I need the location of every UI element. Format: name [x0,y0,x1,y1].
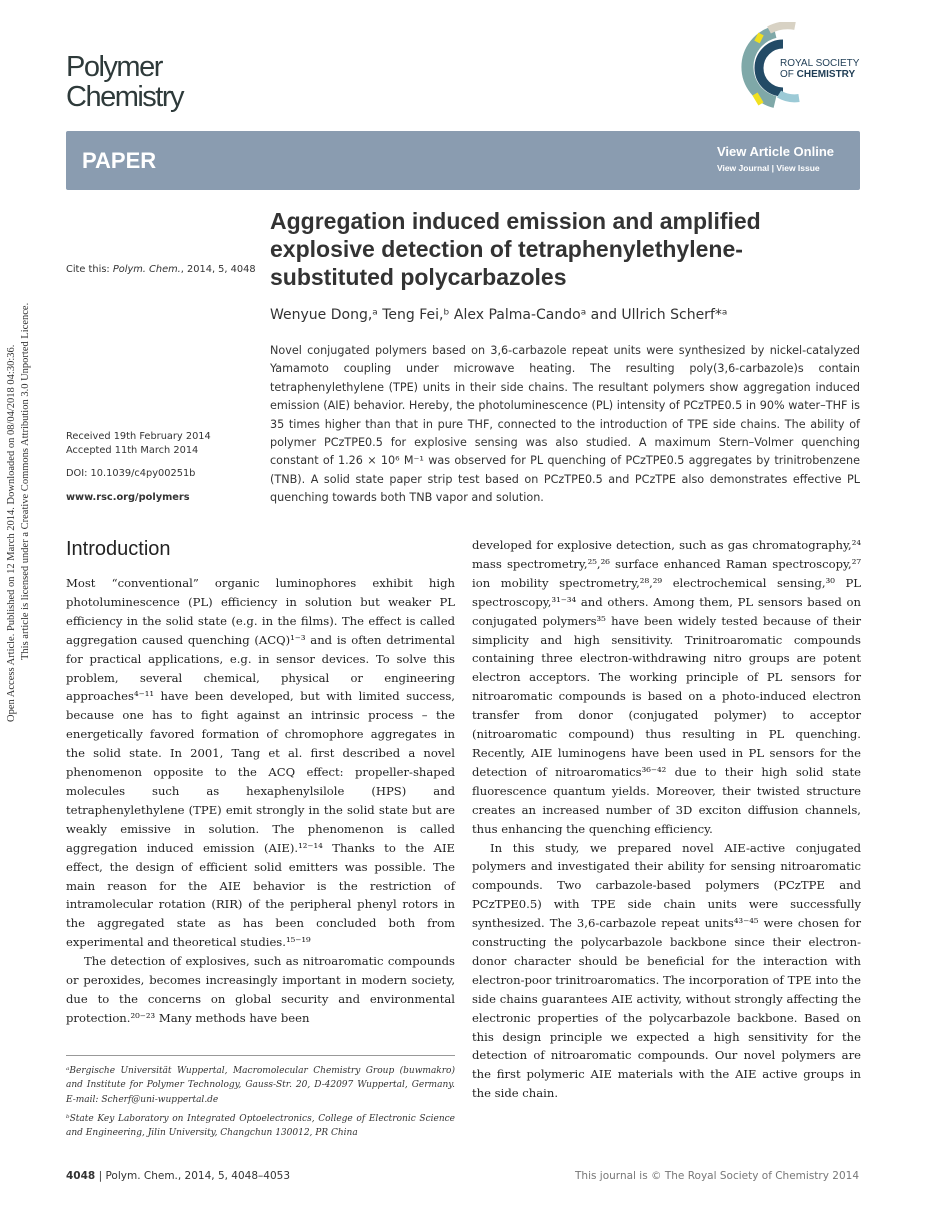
doi[interactable]: DOI: 10.1039/c4py00251b [66,468,196,479]
article-title: Aggregation induced emission and amplified explosive detection of tetraphenylethylene-substituted polycarbazoles [270,208,761,290]
page-number: 4048 [66,1170,96,1182]
view-links [717,144,834,173]
body-paragraph: Most “conventional” organic luminophores exhibit high photoluminescence (PL) efficiency in solution but weaker PL efficiency in the solid state (e.g. in the films). The effect is called aggregation caused quenching (ACQ)¹⁻³ and is often detrimental for practical applications, e.g. in sensor devices. To solve this problem, several chemical, physical or engineering approaches⁴⁻¹¹ have been developed, but with limited success, because one has to fight against an intrinsic process – the energetically favored formation of chromophore aggregates in the solid state. In 2001, Tang et al. first described a novel phenomenon opposite to the ACQ effect: propeller-shaped molecules such as hexaphenylsilole (HPS) and tetraphenylethylene (TPE) emit strongly in the solid state but are weakly emissive in solution. The phenomenon is called aggregation induced emission (AIE).¹²⁻¹⁴ Thanks to the AIE effect, the design of efficient solid emitters was possible. The main reason for the AIE behavior is the restriction of intramolecular rotation (RIR) of the peripheral phenyl rotors in the aggregated state as has been concluded both from experimental and theoretical studies.¹⁵⁻¹⁹ [66,576,455,950]
footer-citation: Polym. Chem., 2014, 5, 4048–4053 [105,1170,291,1182]
journal-name-line2: Chemistry [66,81,184,113]
open-access-notice [0,0,30,1212]
logo-line2-prefix: OF [780,69,797,80]
page-footer-citation [66,1170,290,1182]
left-column [66,574,455,1028]
accepted-date: Accepted 11th March 2014 [66,445,199,456]
footer-separator: | [95,1170,106,1182]
right-column [472,536,861,1103]
body-paragraph: developed for explosive detection, such as gas chromatography,²⁴ mass spectrometry,²⁵,²⁶ surface enhanced Raman spectroscopy,²⁷ ion mobility spectrometry,²⁸,²⁹ electrochemical sensing,³⁰ PL spectroscopy,³¹⁻³⁴ and others. Among them, PL sensors based on conjugated polymers³⁵ have been widely tested because of their simplicity and high sensitivity. Trinitroaromatic compounds containing three electron-withdrawing nitro groups are potent electron acceptors. The working principle of PL sensors for nitroaromatic compounds is based on a photo-induced electron transfer from donor (conjugated polymer) to acceptor (nitroaromatic compound) thus resulting in PL quenching. Recently, AIE luminogens have been used in PL sensors for the detection of nitroaromatics³⁶⁻⁴² due to their high solid state fluorescence quantum yields. Moreover, their twisted structure creates an increased number of 3D exciton diffusion channels, thus enhancing the quenching efficiency. [472,538,861,836]
journal-name-line1: Polymer [66,51,162,83]
logo-line2-bold: CHEMISTRY [796,69,856,80]
cite-journal: Polym. Chem. [112,264,181,275]
rsc-logo-text [780,58,859,80]
link-separator: | [769,163,777,173]
journal-name [66,52,183,112]
journal-website-link[interactable]: www.rsc.org/polymers [66,492,190,503]
received-date: Received 19th February 2014 [66,431,211,442]
article-type-banner [66,131,860,190]
cite-prefix: Cite this: [66,264,113,275]
section-heading-introduction: Introduction [66,538,171,560]
view-issue-link[interactable]: View Issue [776,163,820,173]
abstract: Novel conjugated polymers based on 3,6-carbazole repeat units were synthesized by nickel-catalyzed Yamamoto coupling under microwave heating. The resulting poly(3,6-carbazole)s contain tetraphenylethylene (TPE) units in their side chains. The resultant polymers show aggregation induced emission (AIE) behavior. Hereby, the photoluminescence (PL) intensity of PCzTPE0.5 in 90% water–THF is 35 times higher than that in pure THF, connected to the introduction of TPE side chains. The ability of polymer PCzTPE0.5 for explosive sensing was also studied. A maximum Stern–Volmer quenching constant of 1.26 × 10⁶ M⁻¹ was observed for PL quenching of PCzTPE0.5 aggregates by trinitrobenzene (TNB). A solid state paper strip test based on PCzTPE0.5 and PCzTPE also demonstrates effective PL quenching towards both TNB vapor and solution. [270,344,860,505]
cite-details: , 2014, 5, 4048 [180,264,256,275]
body-paragraph: In this study, we prepared novel AIE-active conjugated polymers and investigated their ability for sensing nitroaromatic compounds. Two carbazole-based polymers (PCzTPE and PCzTPE0.5) with TPE side chain units were successfully synthesized. The 3,6-carbazole repeat units⁴³⁻⁴⁵ were chosen for constructing the polycarbazole backbone since their electron-donor character should be beneficial for the interaction with electron-poor trinitroaromatics. The incorporation of TPE into the side chains guarantees AIE activity, without strongly affecting the electronic properties of the polycarbazole backbone. Based on this design principle we expected a high sensitivity for the detection of nitroaromatic compounds. Our novel polymers are the first polymeric AIE materials with the AIE active groups in the side chain. [472,840,861,1101]
author-list: Wenyue Dong,ᵃ Teng Fei,ᵇ Alex Palma-Candoᵃ and Ullrich Scherf*ᵃ [270,307,728,323]
body-paragraph: The detection of explosives, such as nitroaromatic compounds or peroxides, becomes increasingly important in modern society, due to the concerns on global security and environmental protection.²⁰⁻²³ Many methods have been [66,954,455,1025]
dates [66,430,211,458]
logo-line1: ROYAL SOCIETY [780,58,860,69]
affiliation-a: ᵃBergische Universität Wuppertal, Macromolecular Chemistry Group (buwmakro) and Institute for Polymer Technology, Gauss-Str. 20, D-42097 Wuppertal, Germany. E-mail: Scherf@uni-wuppertal.de [66,1066,455,1105]
article-type-label: PAPER [82,148,157,173]
affiliation-b: ᵇState Key Laboratory on Integrated Optoelectronics, College of Electronic Science and Engineering, Jilin University, Changchun 130012, PR China [66,1113,455,1139]
open-access-line[interactable]: Open Access Article. Published on 12 March 2014. Downloaded on 08/04/2018 04:30:36. [6,344,17,722]
affiliations-footnotes [66,1055,455,1145]
licence-line[interactable]: This article is licensed under a Creative Commons Attribution 3.0 Unported Licence. [20,302,31,660]
copyright-notice: This journal is © The Royal Society of Chemistry 2014 [575,1170,859,1182]
citation [66,264,256,275]
view-article-online-link[interactable]: View Article Online [716,144,834,159]
view-journal-link[interactable]: View Journal [716,163,770,173]
